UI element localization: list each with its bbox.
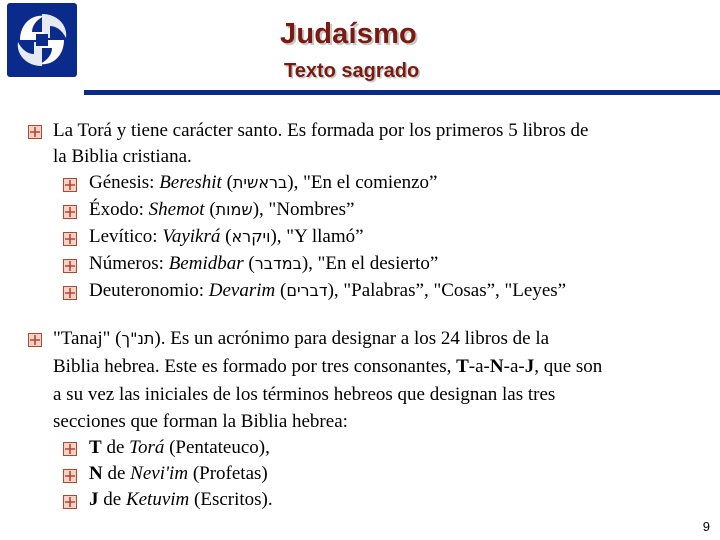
paragraph-line: La Torá y tiene carácter santo. Es formada por los primeros 5 libros de [53,120,589,141]
bullet-box-icon [28,333,42,347]
list-item: Números: Bemidbar (במדבר), "En el desierto” [89,253,439,274]
paragraph-line: a su vez las iniciales de los términos hebreos que designan las tres [53,384,556,405]
bullet-box-icon [63,495,77,509]
bullet-box-icon [63,469,77,483]
list-item: T de Torá (Pentateuco), [89,437,270,458]
bullet-box-icon [63,442,77,456]
list-item: J de Ketuvim (Escritos). [89,489,273,510]
bullet-box-icon [63,178,77,192]
paragraph-line: Biblia hebrea. Este es formado por tres consonantes, T-a-N-a-J, que son [53,356,603,377]
bullet-box-icon [28,125,42,139]
list-item: N de Nevi'im (Profetas) [89,463,268,484]
logo-icon [6,2,78,78]
list-item: Deuteronomio: Devarim (דברים), "Palabras”, "Cosas”, "Leyes” [89,280,567,301]
slide-title: Judaísmo [280,18,417,50]
page-number: 9 [702,519,710,534]
paragraph-line: la Biblia cristiana. [53,146,192,167]
bullet-box-icon [63,205,77,219]
bullet-box-icon [63,259,77,273]
slide-subtitle: Texto sagrado [284,60,420,82]
paragraph-line: secciones que forman la Biblia hebrea: [53,411,348,432]
title-divider [84,90,720,95]
list-item: Éxodo: Shemot (שמות), "Nombres” [89,199,355,220]
list-item: Levítico: Vayikrá (ויקרא), "Y llamó” [89,226,364,247]
bullet-box-icon [63,286,77,300]
bullet-box-icon [63,232,77,246]
list-item: Génesis: Bereshit (בראשית), "En el comienzo” [89,172,438,193]
paragraph-line: "Tanaj" (תנ"ך). Es un acrónimo para designar a los 24 libros de la [53,328,550,349]
